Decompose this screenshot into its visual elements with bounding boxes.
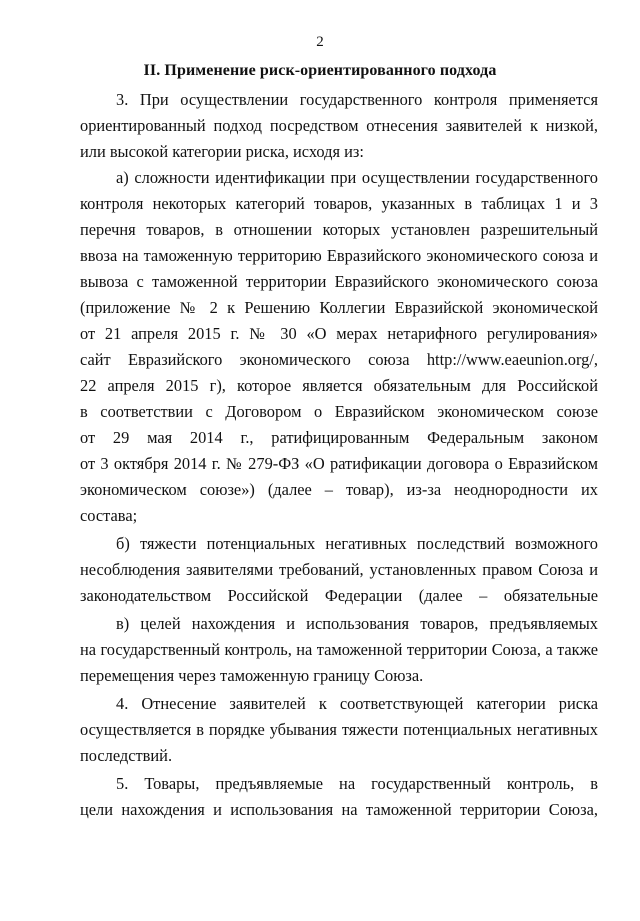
text-line: 3. При осуществлении государственного контроля применяется (116, 90, 598, 109)
text-line: в) целей нахождения и использования товаров, предъявляемых (116, 614, 598, 633)
text-line: 4. Отнесение заявителей к соответствующей категории риска (116, 694, 598, 713)
text-line: перечня товаров, в отношении которых установлен разрешительный (80, 220, 598, 239)
text-line: (приложение № 2 к Решению Коллегии Евразийской экономической (80, 298, 598, 317)
text-line: в соответствии с Договором о Евразийском экономическом союзе (80, 402, 598, 421)
text-line: перемещения через таможенную границу Союза. (80, 666, 424, 685)
text-line: от 29 мая 2014 г., ратифицированным Федеральным законом (80, 428, 598, 447)
text-line: ввоза на таможенную территорию Евразийского экономического союза и (80, 246, 598, 265)
text-line: несоблюдения заявителями требований, установленных правом Союза и (80, 560, 598, 579)
text-line: экономическом союзе») (далее – товар), из-за неоднородности их (80, 480, 598, 499)
page-number: 2 (316, 34, 324, 50)
text-line: последствий. (80, 746, 173, 765)
text-line: сайт Евразийского экономического союза http://www.eaeunion.org/, (80, 350, 598, 369)
text-line: 5. Товары, предъявляемые на государственный контроль, в (116, 774, 598, 793)
text-line: ориентированный подход посредством отнесения заявителей к низкой, (80, 116, 598, 135)
text-line: осуществляется в порядке убывания тяжести потенциальных негативных (80, 720, 598, 739)
text-line: цели нахождения и использования на таможенной территории Союза, (80, 800, 598, 819)
text-line: или высокой категории риска, исходя из: (80, 142, 364, 161)
text-line: вывоза с таможенной территории Евразийского экономического союза (80, 272, 598, 291)
text-line: 22 апреля 2015 г), которое является обязательным для Российской (80, 376, 598, 395)
text-line: на государственный контроль, на таможенной территории Союза, а также (80, 640, 598, 659)
section-heading: II. Применение риск-ориентированного подхода (143, 62, 497, 79)
text-line: б) тяжести потенциальных негативных последствий возможного (116, 534, 598, 553)
text-line: состава; (80, 506, 138, 525)
text-line: законодательством Российской Федерации (далее – обязательные (80, 586, 598, 605)
text-line: а) сложности идентификации при осуществлении государственного (116, 168, 598, 187)
text-line: от 3 октября 2014 г. № 279-ФЗ «О ратификации договора о Евразийском (80, 454, 598, 473)
text-line: контроля некоторых категорий товаров, указанных в таблицах 1 и 3 (80, 194, 598, 213)
text-line: от 21 апреля 2015 г. № 30 «О мерах нетарифного регулирования» (80, 324, 598, 343)
